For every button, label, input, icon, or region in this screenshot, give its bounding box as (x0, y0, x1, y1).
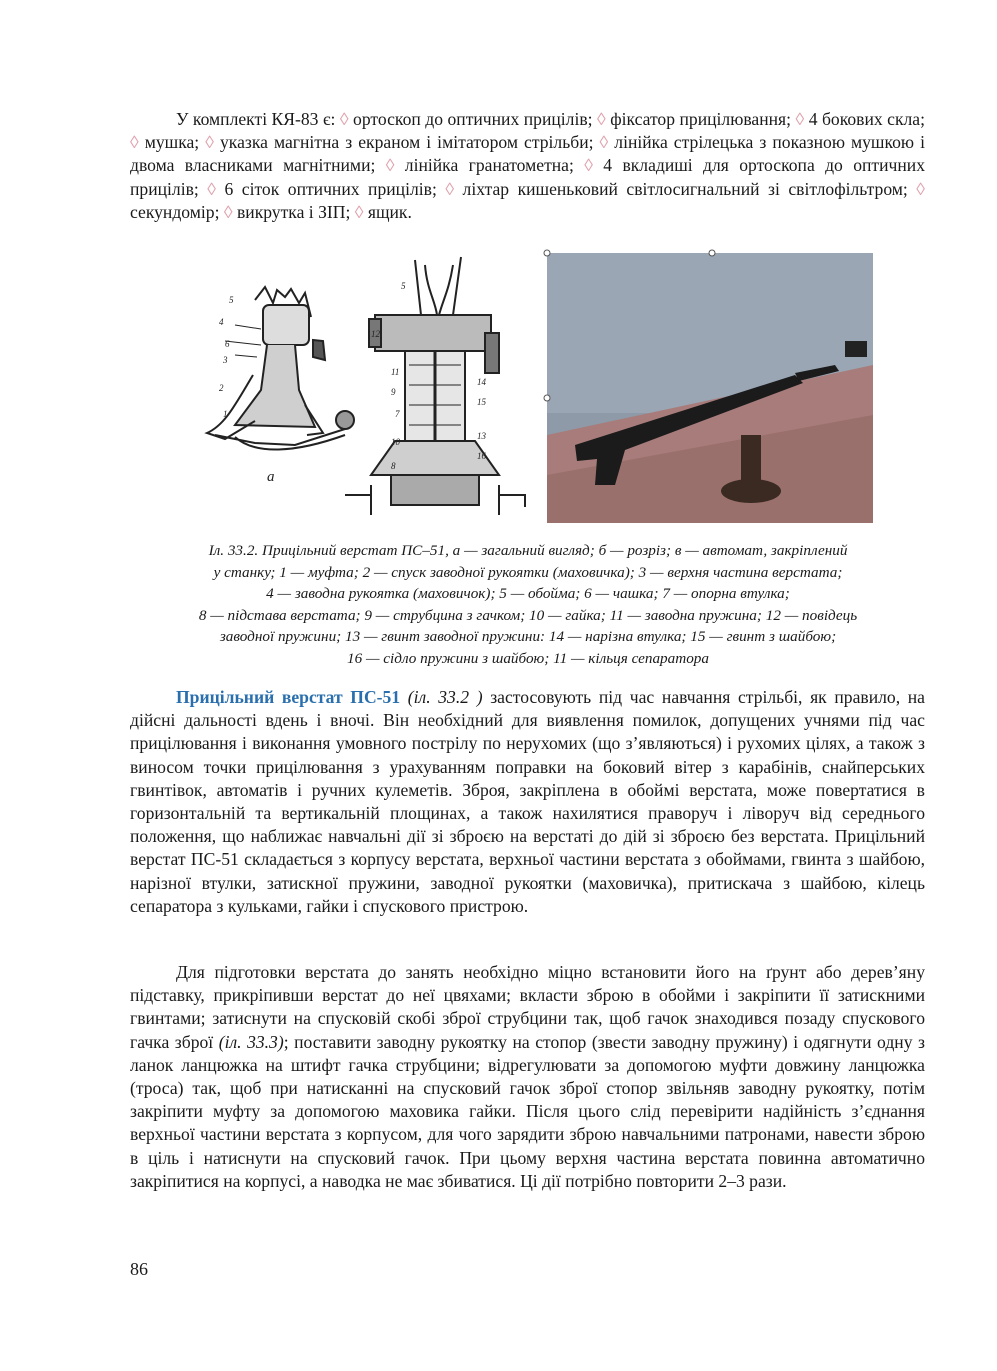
paragraph-ps51-preparation (130, 961, 925, 1193)
text-run: У комплекті КЯ-83 є: (176, 109, 340, 129)
caption-line: Іл. 33.2. Прицільний верстат ПС–51, а — загальний вигляд; б — розріз; в — автомат, закріплений (208, 542, 848, 559)
figure-caption (128, 540, 928, 670)
text-run: ліхтар кишеньковий світлосигнальний зі світлофільтром; (454, 178, 917, 199)
text-run: ◊ (130, 132, 139, 153)
text-run: ◊ (597, 109, 606, 129)
text-run: лінійка гранатометна; (394, 155, 585, 176)
text-run: мушка; (138, 132, 206, 153)
text-run: указка магнітна з екраном і імітатором стрільби; (213, 132, 600, 153)
text-run: (іл. 33.2 ) (400, 687, 483, 707)
page-number: 86 (130, 1259, 148, 1279)
svg-text:5: 5 (401, 281, 406, 291)
text-run: 6 сіток оптичних прицілів; (216, 178, 446, 199)
svg-text:6: 6 (225, 339, 230, 349)
drawing-cross-section (345, 257, 525, 515)
text-run: Для підготовки верстата до занять необхідно міцно встановити його на ґрунт або дерев’яну підставку, прикріпивши верстат до неї цвяхами; вкласти зброю в обойми і закріпити її затискними гвинтами; затиснути на спусковій скобі зброї струбцини так, щоб гачок знаходився позаду спускового гачка зброї (130, 962, 925, 1052)
caption-line: 16 — сідло пружини з шайбою; 11 — кільця сепаратора (347, 649, 709, 667)
text-run: фіксатор прицілювання; (605, 109, 796, 129)
text-run: ящик. (363, 201, 412, 222)
text-run: Прицільний верстат ПС-51 (176, 687, 401, 707)
svg-text:16: 16 (477, 451, 486, 461)
svg-text:7: 7 (395, 409, 400, 419)
label-a: а (267, 469, 275, 485)
text-run: ◊ (795, 109, 805, 129)
photo-rifle-on-stand (544, 250, 873, 523)
text-run: ◊ (385, 155, 395, 176)
svg-text:8: 8 (391, 461, 396, 471)
text-run: 4 бокових скла; (804, 109, 926, 129)
svg-text:15: 15 (477, 397, 486, 407)
text-run: секундомір; (130, 201, 224, 222)
text-run: застосовують під час навчання стрільбі, як правило, на дійсні дальності вдень і вночі. Він необхідний для виявлення помилок, допущених учнями під час прицілювання і виконання умовного пострілу по нерухомих (що з’являються) і рухомих цілях, а також з виносом точки прицілювання з урахуванням поправки на боковий вітер з карабінів, снайперських гвинтівок, автоматів і ручних кулеметів. Зброя, закріплена в обоймі верстата, може повертатися в горизонтальній та вертикальній площинах, а також нахилятися праворуч і ліворуч від середнього положення, що наближає навчальні дії зі зброєю на верстаті до дій зі зброєю без верстата. Прицільний верстат ПС-51 складається з корпусу верстата, верхньої частини верстата з обоймами, гвинта з шайбою, нарізної втулки, затискної пружини, заводної рукоятки (маховичка), притискача з шайбою, кілець сепаратора з кульками, гайки і спускового пристрою. (130, 687, 925, 916)
svg-text:2: 2 (219, 383, 224, 393)
text-run: ◊ (339, 109, 349, 129)
svg-text:4: 4 (219, 317, 224, 327)
svg-text:3: 3 (223, 355, 228, 365)
text-run: ◊ (207, 178, 216, 199)
text-run: ◊ (445, 178, 455, 199)
text-run: викрутка і ЗІП; (232, 201, 355, 222)
text-run: 4 вкладиші для ортоскопа до оптичних прицілів; (130, 155, 925, 199)
text-run: ◊ (205, 132, 214, 153)
text-run: ◊ (916, 178, 925, 199)
caption-line: заводної пружини; 13 — гвинт заводної пружини: 14 — нарізна втулка; 15 — гвинт з шайбою; (219, 628, 837, 646)
svg-text:1: 1 (223, 409, 228, 419)
text-run: ; поставити заводну рукоятку на стопор (звести заводну пружину) і одягнути одну з ланок ланцюжка на штифт гачка струбцини; відрегулювати за допомогою муфти довжину ланцюжка (троса) так, щоб при натисканні на спусковий гачок зброї стопор звільняв заводну рукоятку, потім закріпити муфту за допомогою маховика гайки. Після цього слід перевірити надійність з’єднання верхньої частини верстата з корпусом, для чого зарядити зброю навчальними патронами, навести зброю в ціль і натиснути на спусковий гачок. При цьому верхня частина верстата повинна автоматично закріпитися на корпусі, а наводка не має збиватися. Ці дії потрібно повторити 2–3 рази. (130, 1031, 925, 1191)
text-run: ортоскоп до оптичних прицілів; (348, 109, 598, 129)
svg-text:12: 12 (371, 329, 380, 339)
svg-text:5: 5 (229, 295, 234, 305)
paragraph-kit-contents (130, 108, 925, 224)
svg-text:11: 11 (391, 367, 400, 377)
figure-ps51-illustration (195, 245, 875, 525)
text-run: ◊ (584, 155, 593, 176)
svg-text:14: 14 (477, 377, 486, 387)
text-run: (іл. 33.3) (218, 1031, 284, 1052)
drawing-general-view (207, 287, 354, 485)
text-run: ◊ (354, 201, 364, 222)
text-run: лінійка стрілецька з показною мушкою і двома власниками магнітними; (130, 132, 926, 176)
caption-line: 8 — підстава верстата; 9 — струбцина з гачком; 10 — гайка; 11 — заводна пружина; 12 — повідець (198, 606, 858, 624)
svg-text:10: 10 (391, 437, 400, 447)
text-run: ◊ (599, 132, 609, 153)
svg-text:9: 9 (391, 387, 396, 397)
svg-text:13: 13 (477, 431, 486, 441)
caption-line: 4 — заводна рукоятка (маховичок); 5 — обойма; 6 — чашка; 7 — опорна втулка; (266, 585, 790, 603)
caption-line: у станку; 1 — муфта; 2 — спуск заводної рукоятки (маховичка); 3 — верхня частина верстата; (213, 563, 843, 581)
paragraph-ps51-description (130, 686, 925, 918)
text-run: ◊ (223, 201, 233, 222)
